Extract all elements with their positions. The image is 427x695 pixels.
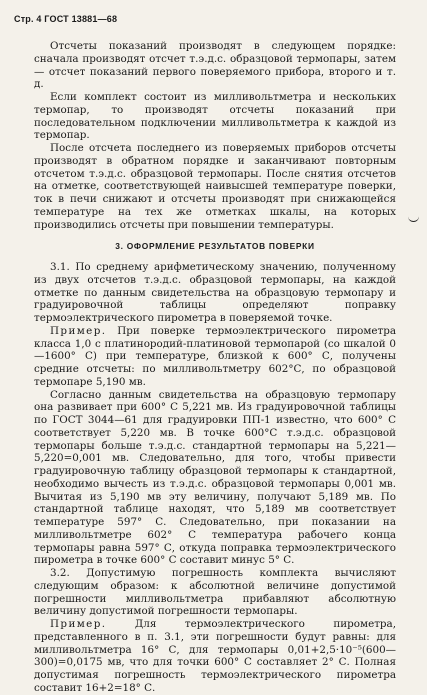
page-header: Стр. 4 ГОСТ 13881—68	[14, 14, 118, 24]
paragraph: Отсчеты показаний производят в следующем порядке: сначала производят отсчет т.э.д.с. образцовой термопары, затем — отсчет показаний первого поверяемого прибора, второго и т. д.	[34, 40, 396, 91]
example-lead: Пример.	[50, 618, 107, 630]
margin-mark	[408, 213, 419, 222]
paragraph: 3.2. Допустимую погрешность комплекта вычисляют следующим образом: к абсолютной величине допустимой погрешности милливольтметра прибавляют абсолютную величину допустимой погрешности термопары.	[34, 567, 396, 618]
paragraph: После отсчета последнего из поверяемых приборов отсчеты производят в обратном порядке и заканчивают повторным отсчетом т.э.д.с. образцовой термопары. После снятия отсчетов на отметке, соответствующей наивысшей температуре поверки, ток в печи снижают и отсчеты производят при снижающейся температуре на тех же отметках шкалы, на которых производились отсчеты при повышении температуры.	[34, 142, 396, 231]
example-paragraph: Пример. При поверке термоэлектрического пирометра класса 1,0 с платинородий-платиновой термопарой (со шкалой 0—1600° С) при температуре, близкой к 600° С, получены средние отсчеты: по милливольтметру 602°С, по образцовой термопаре 5,190 мв.	[34, 324, 396, 388]
section-heading: 3. ОФОРМЛЕНИЕ РЕЗУЛЬТАТОВ ПОВЕРКИ	[115, 241, 315, 252]
paragraph: 3.1. По среднему арифметическому значению, полученному из двух отсчетов т.э.д.с. образцовой термопары, на каждой отметке по данным свидетельства на образцовую термопару и градуировочной таблицы определяют поправку термоэлектрического пирометра в поверяемой точке.	[34, 261, 396, 324]
paragraph: Согласно данным свидетельства на образцовую термопару она развивает при 600° С 5,221 мв. Из градуировочной таблицы по ГОСТ 3044—61 для градуировки ПП-1 известно, что 600° С соответствует 5,220 мв. В точке 600°С т.э.д.с. образцовой термопары больше т.э.д.с. стандартной термопары на 5,221—5,220=0,001 мв. Следовательно, для того, чтобы привести градуировочную таблицу образцовой термопары к стандартной, необходимо вычесть из т.э.д.с. образцовой термопары 0,001 мв. Вычитая из 5,190 мв эту величину, получают 5,189 мв. По стандартной таблице находят, что 5,189 мв соответствует температуре 597° С. Следовательно, при показании на милливольтметре 602° С температура рабочего конца термопары равна 597° С, откуда поправка термоэлектрического пирометра в точке 600° С составит минус 5° С.	[34, 388, 396, 567]
page-content	[34, 40, 396, 695]
paragraph: Если комплект состоит из милливольтметра и нескольких термопар, то производят отсчеты показаний при последовательном подключении милливольтметра к каждой из термопар.	[34, 91, 396, 142]
example-paragraph: Пример. Для термоэлектрического пирометра, представленного в п. 3.1, эти погрешности будут равны: для милливольтметра 16° С, для термопары 0,01+2,5·10⁻⁵(600—300)=0,0175 мв, что для точки 600° С составляет 2° С. Полная допустимая погрешность термоэлектрического пирометра составит 16+2=18° С.	[34, 618, 396, 694]
example-lead: Пример.	[50, 324, 107, 337]
